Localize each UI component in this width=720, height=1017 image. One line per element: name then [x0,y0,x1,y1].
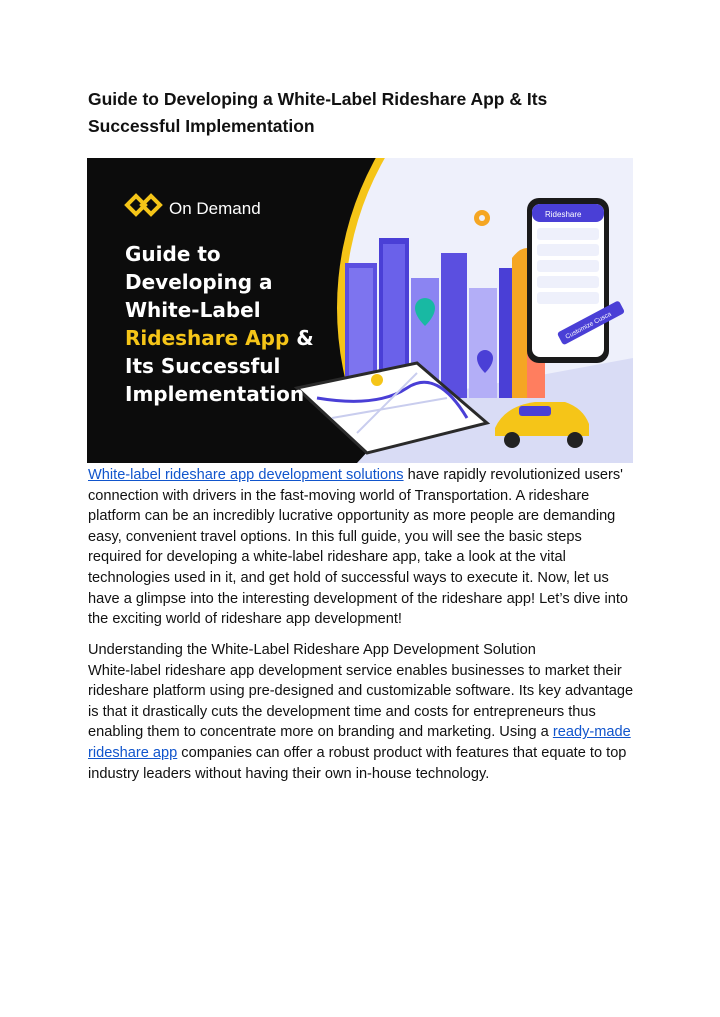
section-heading: Understanding the White-Label Rideshare App Development Solution [88,642,536,658]
intro-paragraph [88,465,636,630]
banner-amp: & [289,326,314,350]
intro-text: have rapidly revolutionized users' connection with drivers in the fast-moving world of Transportation. A rideshare platform can be an incredibly lucrative opportunity as more people are demanding easy, convenient travel options. In this full guide, you will see the basic steps required for developing a white-label rideshare app, take a look at the vital technologies used in it, and get hold of successful ways to execute it. Now, let us have a glimpse into the interesting development of the rideshare app! Let’s dive into the exciting world of rideshare app development! [88,467,629,628]
hero-banner [87,158,633,463]
section-paragraph [88,640,636,784]
section-text-before: White-label rideshare app development service enables businesses to market their rideshare platform using pre-designed and customizable software. Its key advantage is that it drastically cuts the development time and costs for entrepreneurs thus enabling them to concentrate more on branding and marketing. Using a [88,662,634,741]
banner-heading-line: Guide to [125,242,221,266]
banner-heading-line: Its Successful [125,354,281,378]
banner-heading-line: Developing a [125,270,273,294]
banner-heading-line: White-Label [125,298,261,322]
section-text-after: companies can offer a robust product with features that equate to top industry leaders without having their own in-house technology. [88,744,627,782]
brand-name: On Demand [169,199,261,218]
banner-illustration [87,158,633,463]
phone-ribbon-text: Customize Cusca [564,310,613,341]
solutions-link[interactable]: White-label rideshare app development solutions [88,467,404,483]
phone-app-name: Rideshare [545,210,582,219]
ready-made-app-link[interactable]: ready-made rideshare app [88,724,631,761]
banner-heading-line: Implementation [125,382,305,406]
banner-highlight: Rideshare App [125,326,290,350]
svg-text:Rideshare App & [125,326,314,350]
page-title: Guide to Developing a White-Label Rideshare App & Its Successful Implementation [88,89,548,136]
